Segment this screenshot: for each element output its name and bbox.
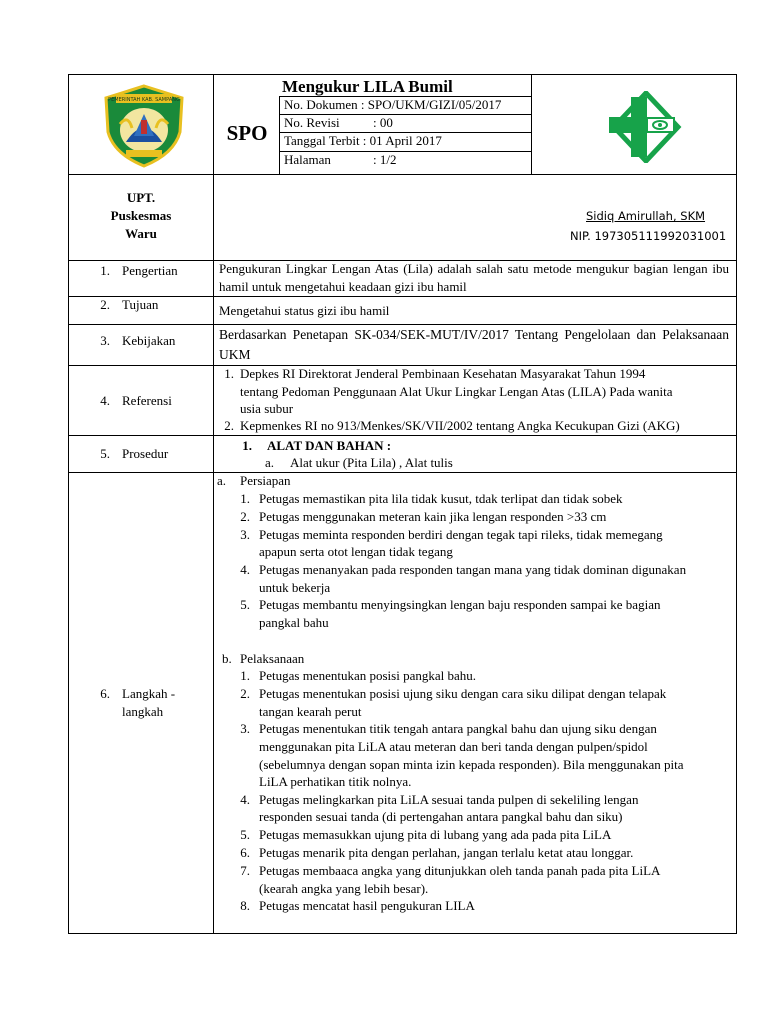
list-number: 1. [224,366,234,381]
org-line-1: UPT. [126,190,156,205]
row-label-langkah: Langkah - [122,686,176,701]
list-number: 1. [240,491,250,506]
list-item-cont: pangkal bahu [259,615,329,630]
list-item-cont: (sebelumnya dengan sopan minta izin kepada responden). Bila menggunakan pita [259,757,684,772]
org-name [69,189,213,243]
row-number: 5. [100,446,110,461]
kebijakan-text: Berdasarkan Penetapan SK-034/SEK-MUT/IV/2017 Tentang Pengelolaan dan Pelaksanaan UKM [219,327,729,362]
list-item: Kepmenkes RI no 913/Menkes/SK/VII/2002 tentang Angka Kecukupan Gizi (AKG) [240,418,680,433]
list-item-cont: tangan kearah perut [259,704,362,719]
list-item: Petugas mencatat hasil pengukuran LILA [259,898,475,913]
list-item-cont: LiLA perhatikan titik nolnya. [259,774,412,789]
row-number: 1. [100,263,110,278]
divider [68,472,737,473]
table-border-top [68,74,737,75]
list-item: Petugas menggunakan meteran kain jika lengan responden >33 cm [259,509,607,524]
no-revisi-value: : 00 [373,115,393,130]
divider [279,96,280,174]
district-logo [102,84,186,168]
list-item: Petugas menarik pita dengan perlahan, jangan terlalu ketat atau longgar. [259,845,634,860]
divider [213,260,214,934]
list-item: Petugas menanyakan pada responden tangan mana yang tidak dominan digunakan [259,562,687,577]
list-number: 5. [240,827,250,842]
list-number: 4. [240,792,250,807]
list-item-cont: apapun serta otot lengan tidak tegang [259,544,453,559]
list-number: 1. [240,668,250,683]
divider [68,296,737,297]
divider [68,174,737,175]
pengertian-text: Pengukuran Lingkar Lengan Atas (Lila) adalah salah satu metode mengukur bagian lengan ibu hamil untuk mengetahui keadaan gizi ibu hamil [219,261,729,294]
row-number: 2. [100,297,110,312]
divider [213,74,214,261]
list-number: 5. [240,597,250,612]
no-revisi-label: No. Revisi [284,115,340,130]
list-item: Petugas memasukkan ujung pita di lubang yang ada pada pita LiLA [259,827,612,842]
puskesmas-logo [606,91,686,163]
list-item: Petugas menentukan titik tengah antara pangkal bahu dan ujung siku dengan [259,721,657,736]
logo-text: PEMERINTAH KAB. SAMPANG [108,97,180,103]
list-item-cont: responden sesuai tanda (di pertengahan antara pangkal bahu dan siku) [259,809,623,824]
divider [68,435,737,436]
list-number: 2. [224,418,234,433]
row-number: 6. [100,686,110,701]
halaman-value: : 1/2 [373,152,397,167]
list-item: Petugas membantu menyingsingkan lengan baju responden sampai ke bagian [259,597,661,612]
list-number: 7. [240,863,250,878]
list-number: 8. [240,898,250,913]
divider [531,74,532,174]
org-line-2: Puskesmas [110,208,172,223]
row-label-prosedur: Prosedur [122,446,169,461]
no-dokumen: No. Dokumen : SPO/UKM/GIZI/05/2017 [284,97,502,112]
table-border-right [736,74,737,934]
list-item: Depkes RI Direktorat Jenderal Pembinaan Kesehatan Masyarakat Tahun 1994 [240,366,646,381]
list-number: 3. [240,527,250,542]
list-item: Petugas menentukan posisi pangkal bahu. [259,668,476,683]
section-pelaksanaan: Pelaksanaan [240,651,305,666]
list-item-cont: (kearah angka yang lebih besar). [259,881,429,896]
row-label-kebijakan: Kebijakan [122,333,176,348]
list-item: Petugas memastikan pita lila tidak kusut, tdak terlipat dan tidak sobek [259,491,623,506]
table-border-bottom [68,933,737,934]
section-persiapan: Persiapan [240,473,291,488]
row-number: 3. [100,333,110,348]
list-item: Petugas membaaca angka yang ditunjukkan oleh tanda panah pada pita LiLA [259,863,661,878]
list-item: Petugas meminta responden berdiri dengan tegak tapi rileks, tidak memegang [259,527,663,542]
list-item-cont: untuk bekerja [259,580,331,595]
sub-number: a. [264,455,274,470]
prosedur-sub: Alat ukur (Pita Lila) , Alat tulis [290,455,453,470]
row-number: 4. [100,393,110,408]
list-number: 6. [240,845,250,860]
list-item: Petugas melingkarkan pita LiLA sesuai tanda pulpen di sekeliling lengan [259,792,639,807]
tujuan-text: Mengetahui status gizi ibu hamil [219,303,390,318]
org-line-3: Waru [125,226,157,241]
row-label-tujuan: Tujuan [122,297,159,312]
heading-number: 1. [242,438,252,453]
list-number: 2. [240,509,250,524]
list-item-cont: tentang Pedoman Penggunaan Alat Ukur Lingkar Lengan Atas (LILA) Pada wanita [240,384,673,399]
tanggal-terbit: Tanggal Terbit : 01 April 2017 [284,133,442,148]
section-letter: a. [217,473,227,488]
signer-nip: NIP. 197305111992031001 [570,229,727,243]
list-number: 3. [240,721,250,736]
list-number: 4. [240,562,250,577]
section-letter: b. [222,651,232,666]
list-item: Petugas menentukan posisi ujung siku dengan cara siku dilipat dengan telapak [259,686,667,701]
list-item-cont: usia subur [240,401,294,416]
row-label-pengertian: Pengertian [122,263,178,278]
signer-name: Sidiq Amirullah, SKM [586,209,706,223]
row-label-langkah-cont: langkah [122,704,164,719]
prosedur-heading: ALAT DAN BAHAN : [267,438,392,453]
doc-title: Mengukur LILA Bumil [282,77,453,96]
list-number: 2. [240,686,250,701]
halaman-label: Halaman [284,152,331,167]
row-label-referensi: Referensi [122,393,172,408]
spo-label: SPO [226,121,268,145]
list-item-cont: menggunakan pita LiLA atau meteran dan beri tanda dengan pulpen/spidol [259,739,648,754]
